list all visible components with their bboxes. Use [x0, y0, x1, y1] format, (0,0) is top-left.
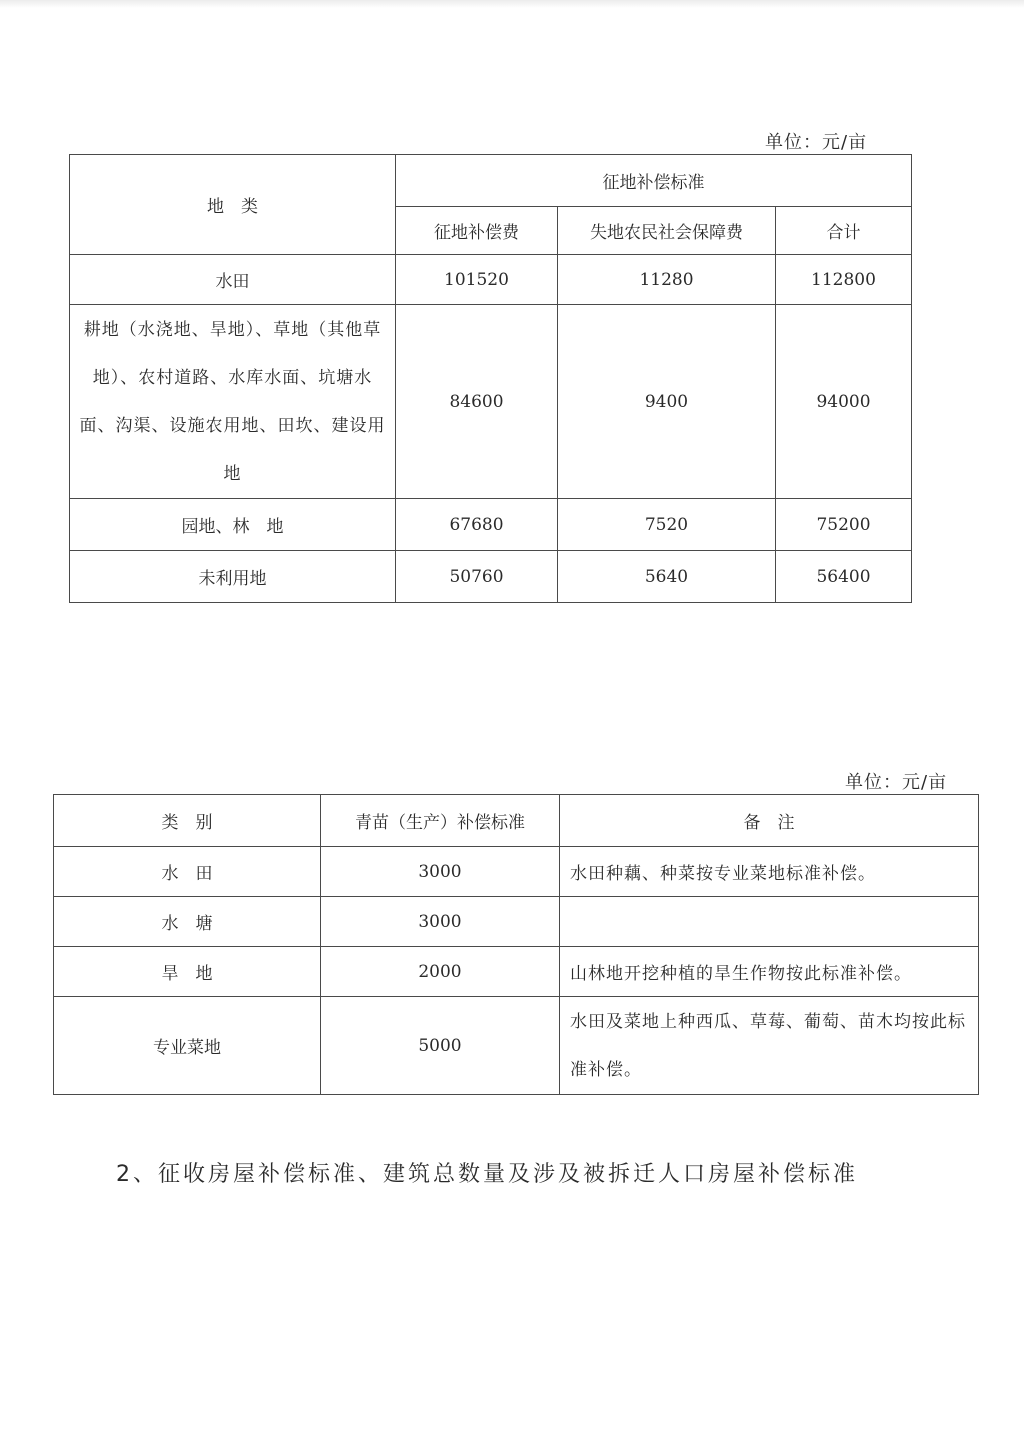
compensation-fee-cell: 84600 — [396, 305, 558, 499]
table1-unit-label: 单位：元/亩 — [765, 132, 868, 153]
social-security-fee-cell: 5640 — [558, 551, 776, 603]
compensation-standard-header: 征地补偿标准 — [396, 155, 912, 207]
remark-cell: 水田种藕、种菜按专业菜地标准补偿。 — [560, 847, 979, 897]
table-row — [70, 305, 912, 499]
section-heading: 2、征收房屋补偿标准、建筑总数量及涉及被拆迁人口房屋补偿标准 — [116, 1162, 858, 1187]
crop-standard-cell: 2000 — [321, 947, 560, 997]
crop-standard-cell: 5000 — [321, 997, 560, 1095]
social-security-fee-cell: 11280 — [558, 255, 776, 305]
table-row — [54, 897, 979, 947]
category-header: 类 别 — [54, 795, 321, 847]
table2-unit-label: 单位：元/亩 — [845, 772, 948, 793]
land-compensation-table — [69, 154, 912, 603]
table-row — [70, 499, 912, 551]
total-cell: 112800 — [776, 255, 912, 305]
crop-standard-header: 青苗（生产）补偿标准 — [321, 795, 560, 847]
category-cell: 旱 地 — [54, 947, 321, 997]
compensation-fee-cell: 101520 — [396, 255, 558, 305]
remark-cell: 水田及菜地上种西瓜、草莓、葡萄、苗木均按此标准补偿。 — [560, 997, 979, 1095]
land-type-cell: 未利用地 — [70, 551, 396, 603]
compensation-fee-cell: 67680 — [396, 499, 558, 551]
total-cell: 75200 — [776, 499, 912, 551]
remark-cell: 山林地开挖种植的旱生作物按此标准补偿。 — [560, 947, 979, 997]
total-cell: 94000 — [776, 305, 912, 499]
social-security-fee-cell: 9400 — [558, 305, 776, 499]
land-type-cell: 耕地（水浇地、旱地）、草地（其他草地）、农村道路、水库水面、坑塘水面、沟渠、设施农用地、田坎、建设用地 — [70, 305, 396, 499]
compensation-fee-cell: 50760 — [396, 551, 558, 603]
table-row — [54, 997, 979, 1095]
social-security-fee-header: 失地农民社会保障费 — [558, 207, 776, 255]
compensation-fee-header: 征地补偿费 — [396, 207, 558, 255]
crop-standard-cell: 3000 — [321, 897, 560, 947]
crop-compensation-table — [53, 794, 979, 1095]
table-row — [54, 847, 979, 897]
category-cell: 水 塘 — [54, 897, 321, 947]
land-type-cell: 水田 — [70, 255, 396, 305]
total-header: 合计 — [776, 207, 912, 255]
social-security-fee-cell: 7520 — [558, 499, 776, 551]
remark-header: 备 注 — [560, 795, 979, 847]
land-type-cell: 园地、林 地 — [70, 499, 396, 551]
total-cell: 56400 — [776, 551, 912, 603]
table-row — [70, 551, 912, 603]
table-row — [70, 255, 912, 305]
category-cell: 专业菜地 — [54, 997, 321, 1095]
remark-cell — [560, 897, 979, 947]
category-cell: 水 田 — [54, 847, 321, 897]
land-type-header: 地 类 — [70, 155, 396, 255]
crop-standard-cell: 3000 — [321, 847, 560, 897]
page-top-edge — [0, 0, 1024, 8]
table-row — [54, 947, 979, 997]
